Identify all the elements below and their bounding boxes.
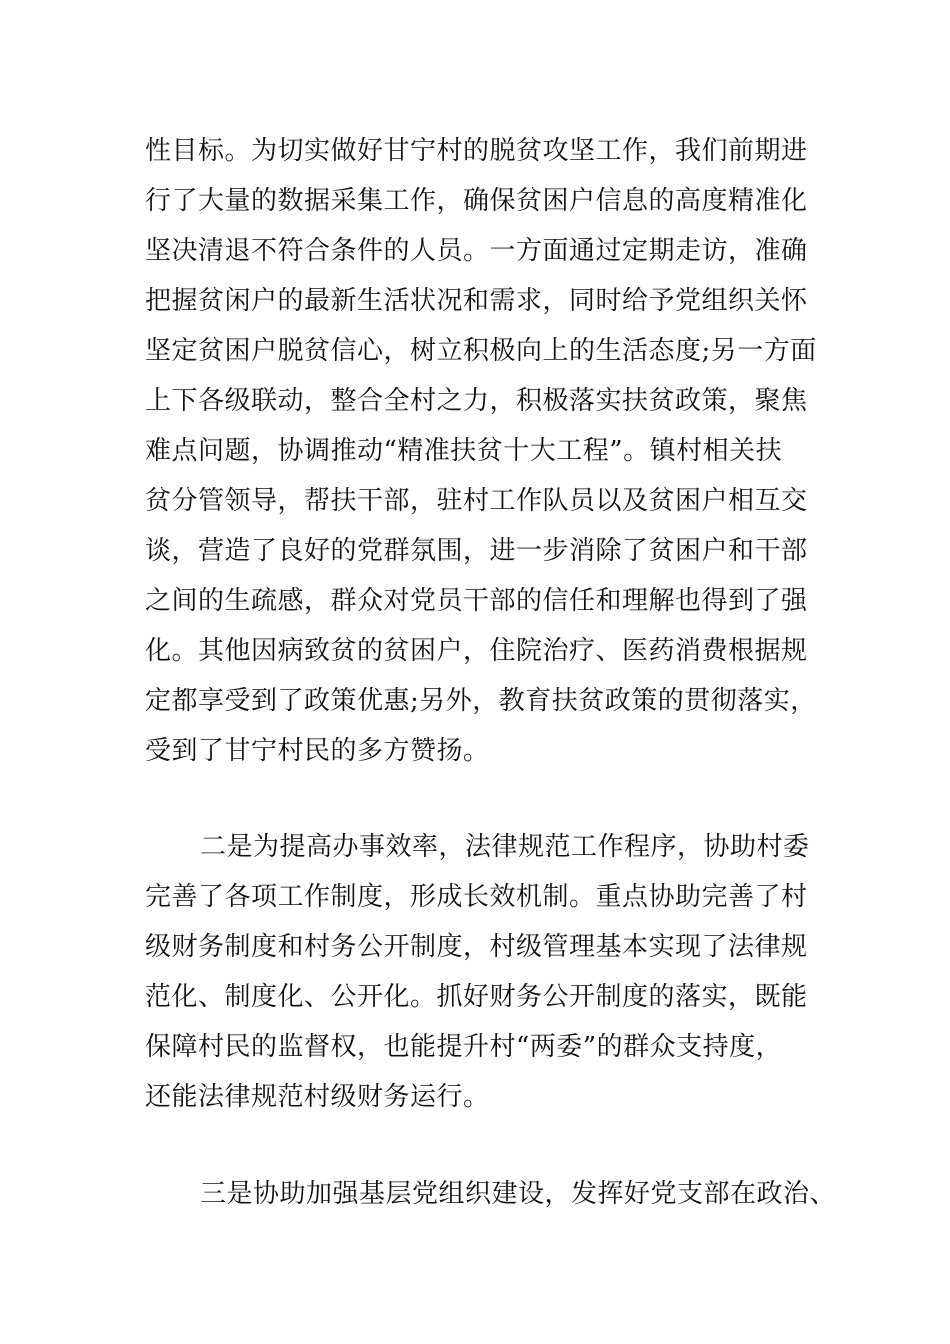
text-line: 范化、制度化、公开化。抓好财务公开制度的落实，既能: [145, 982, 808, 1012]
text-line: 行了大量的数据采集工作，确保贫困户信息的高度精准化: [145, 186, 808, 216]
text-line: 保障村民的监督权，也能提升村“两委”的群众支持度，: [145, 1032, 783, 1062]
text-line: 难点问题，协调推动“精准扶贫十大工程”。镇村相关扶: [145, 436, 783, 466]
text-line: 受到了甘宁村民的多方赞扬。: [145, 736, 490, 766]
text-line: 谈，营造了良好的党群氛围，进一步消除了贫困户和干部: [145, 536, 808, 566]
text-line: 性目标。为切实做好甘宁村的脱贫攻坚工作，我们前期进: [145, 136, 808, 166]
text-line: 化。其他因病致贫的贫困户，住院治疗、医药消费根据规: [145, 636, 808, 666]
text-line: 还能法律规范村级财务运行。: [145, 1082, 490, 1112]
text-line: 坚定贫困户脱贫信心，树立积极向上的生活态度;另一方面: [145, 336, 817, 366]
text-line: 上下各级联动，整合全村之力，积极落实扶贫政策，聚焦: [145, 386, 808, 416]
text-line: 完善了各项工作制度，形成长效机制。重点协助完善了村: [145, 882, 808, 912]
text-line: 定都享受到了政策优惠;另外，教育扶贫政策的贯彻落实，: [145, 686, 817, 716]
text-line: 贫分管领导，帮扶干部，驻村工作队员以及贫困户相互交: [145, 486, 808, 516]
text-line: 级财务制度和村务公开制度，村级管理基本实现了法律规: [145, 932, 808, 962]
text-line: 坚决清退不符合条件的人员。一方面通过定期走访，准确: [145, 236, 808, 266]
text-line: 把握贫闲户的最新生活状况和需求，同时给予党组织关怀: [145, 286, 808, 316]
text-line: 三是协助加强基层党组织建设，发挥好党支部在政治、: [200, 1179, 837, 1209]
text-line: 之间的生疏感，群众对党员干部的信任和理解也得到了强: [145, 586, 808, 616]
text-line: 二是为提高办事效率，法律规范工作程序，协助村委: [200, 832, 810, 862]
